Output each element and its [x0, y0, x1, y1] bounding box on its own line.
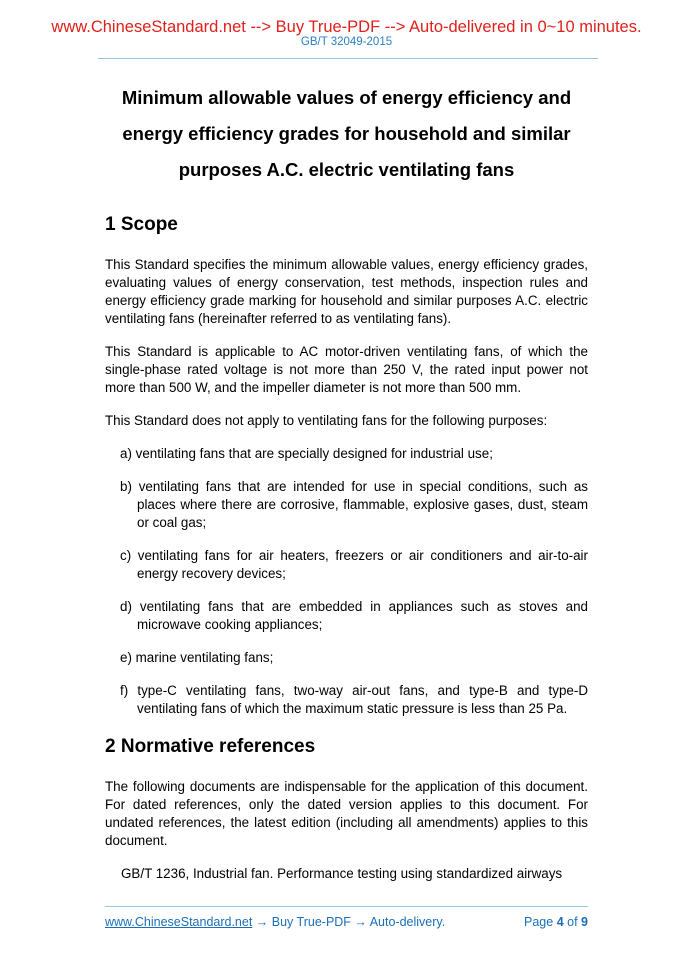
- paragraph: The following documents are indispensable for the application of this document. For dated references, only the dated version applies to this document. For undated references, the latest edition (including all amendments) applies to this document.: [105, 779, 588, 848]
- reference-item: GB/T 1236, Industrial fan. Performance testing using standardized airways: [121, 866, 563, 881]
- document-body: [105, 216, 588, 898]
- document-title: Minimum allowable values of energy efficiency and energy efficiency grades for household and similar purposes A.C. electric ventilating fans: [121, 87, 572, 180]
- section-heading-scope: 1 Scope: [105, 214, 178, 235]
- list-item: f) type-C ventilating fans, two-way air-out fans, and type-B and type-D ventilating fans of which the maximum static pressure is less than 25 Pa.: [120, 683, 588, 716]
- footer-text: → Buy True-PDF → Auto-delivery.: [252, 915, 446, 929]
- header-divider: [98, 58, 598, 59]
- list-item: a) ventilating fans that are specially designed for industrial use;: [120, 446, 493, 461]
- paragraph: This Standard does not apply to ventilating fans for the following purposes:: [105, 413, 548, 428]
- footer-divider: [105, 906, 588, 907]
- promo-banner[interactable]: www.ChineseStandard.net --> Buy True-PDF --> Auto-delivered in 0~10 minutes.: [51, 18, 642, 36]
- page-indicator: Page 4 of 9: [524, 915, 588, 929]
- list-item: e) marine ventilating fans;: [120, 650, 274, 665]
- footer: [105, 915, 588, 929]
- footer-link[interactable]: www.ChineseStandard.net: [105, 915, 253, 929]
- paragraph: This Standard specifies the minimum allowable values, energy efficiency grades, evaluating values of energy conservation, test methods, inspection rules and energy efficiency grade marking for household and similar purposes A.C. electric ventilating fans (hereinafter referred to as ventilating fans).: [105, 257, 588, 326]
- list-item: c) ventilating fans for air heaters, freezers or air conditioners and air-to-air energy recovery devices;: [120, 548, 588, 581]
- list-item: b) ventilating fans that are intended for use in special conditions, such as places where there are corrosive, flammable, explosive gases, dust, steam or coal gas;: [120, 479, 588, 530]
- paragraph: This Standard is applicable to AC motor-driven ventilating fans, of which the single-phase rated voltage is not more than 250 V, the rated input power not more than 500 W, and the impeller diameter is not more than 500 mm.: [105, 344, 588, 395]
- section-heading-normative-references: 2 Normative references: [105, 736, 316, 757]
- current-page: 4: [556, 915, 564, 929]
- list-item: d) ventilating fans that are embedded in appliances such as stoves and microwave cooking appliances;: [120, 599, 588, 632]
- standard-number: GB/T 32049-2015: [300, 36, 393, 48]
- total-pages: 9: [581, 915, 588, 929]
